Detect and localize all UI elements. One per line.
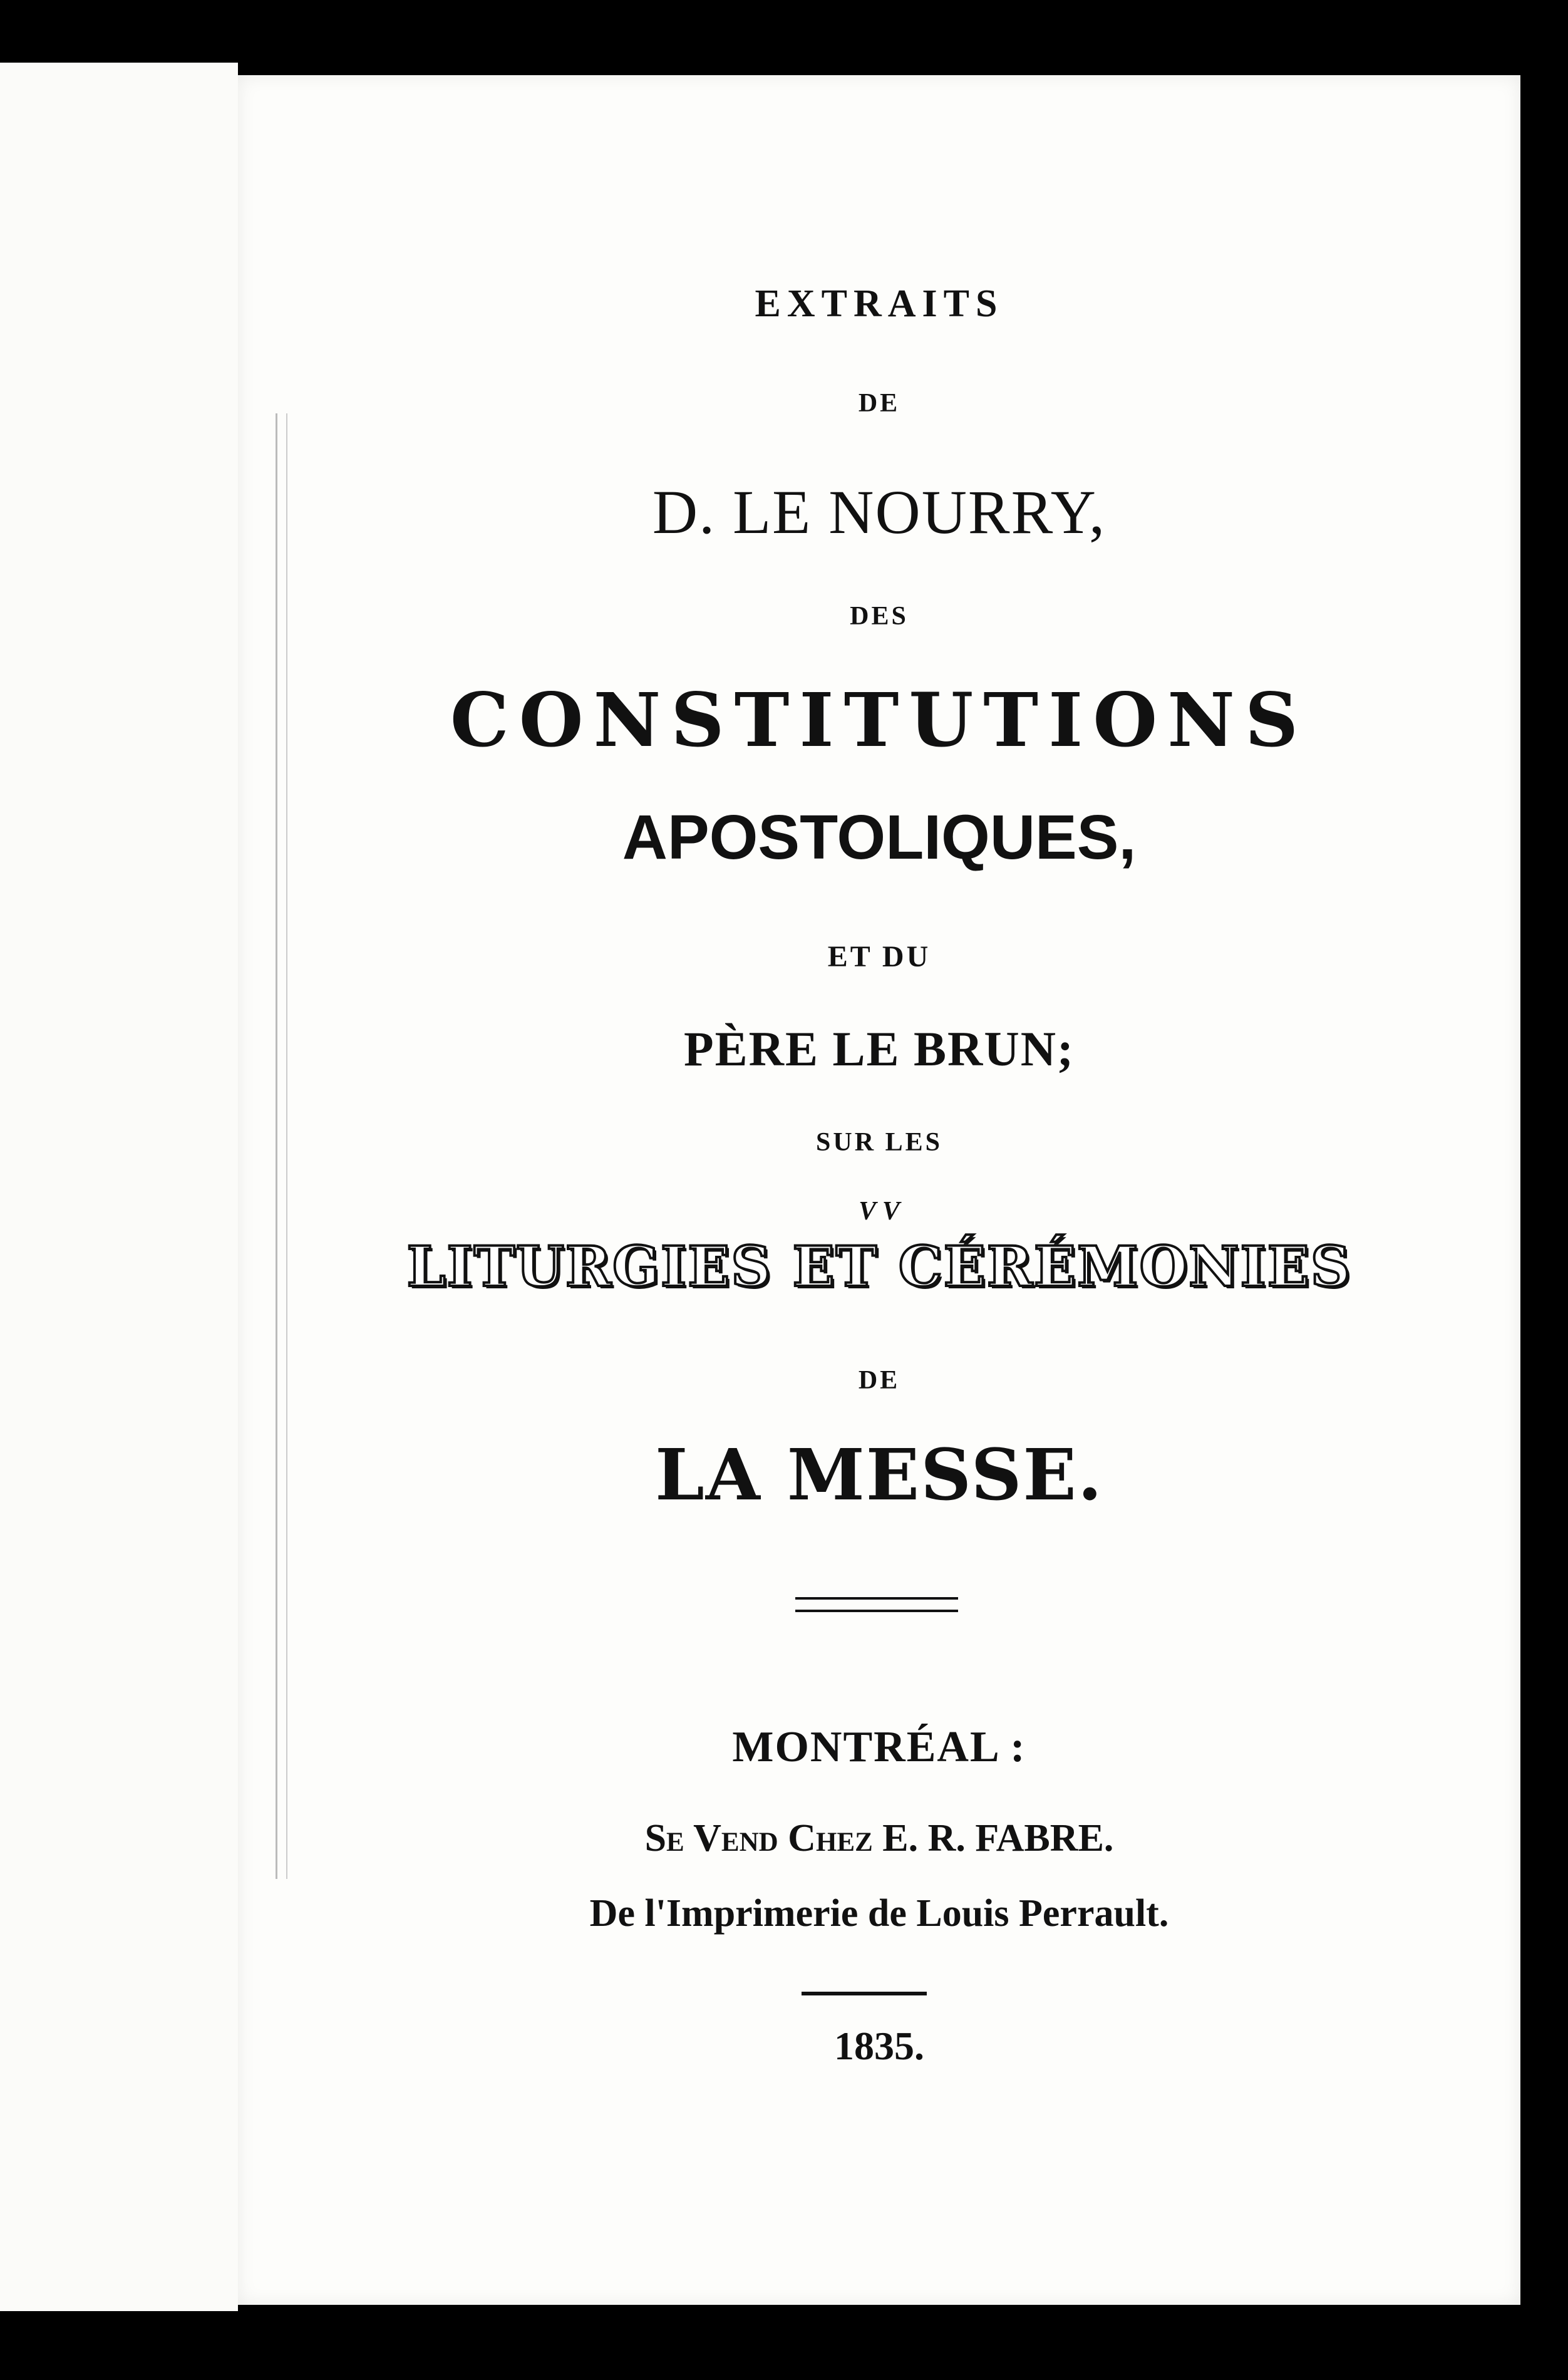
title-apostoliques: APOSTOLIQUES,: [622, 802, 1137, 872]
single-rule-divider: [802, 1992, 927, 1995]
title-la-messe: LA MESSE.: [655, 1434, 1103, 1516]
double-rule-divider: [795, 1597, 958, 1612]
imprint-printer: De l'Imprimerie de Louis Perrault.: [589, 1892, 1169, 1935]
previous-page-edge: [0, 63, 238, 2311]
title-constitutions: CONSTITUTIONS: [450, 676, 1309, 763]
imprint-place: MONTRÉAL :: [732, 1723, 1026, 1771]
imprint-year: 1835.: [834, 2024, 924, 2068]
title-de-2: DE: [858, 1366, 900, 1395]
title-pere-le-brun: PÈRE LE BRUN;: [683, 1022, 1075, 1076]
imprint-seller: Se Vend Chez E. R. FABRE.: [644, 1817, 1114, 1860]
title-de: DE: [858, 389, 900, 418]
title-et-du: ET DU: [827, 940, 931, 973]
title-sur-les: SUR LES: [816, 1128, 942, 1157]
accent-marks: V V: [859, 1197, 900, 1226]
title-extraits: EXTRAITS: [755, 282, 1004, 325]
title-liturgies: LITURGIES ET CÉRÉMONIES: [406, 1234, 1352, 1299]
title-page: [238, 75, 1520, 2305]
title-des: DES: [850, 602, 909, 631]
title-author: D. LE NOURRY,: [652, 477, 1106, 547]
